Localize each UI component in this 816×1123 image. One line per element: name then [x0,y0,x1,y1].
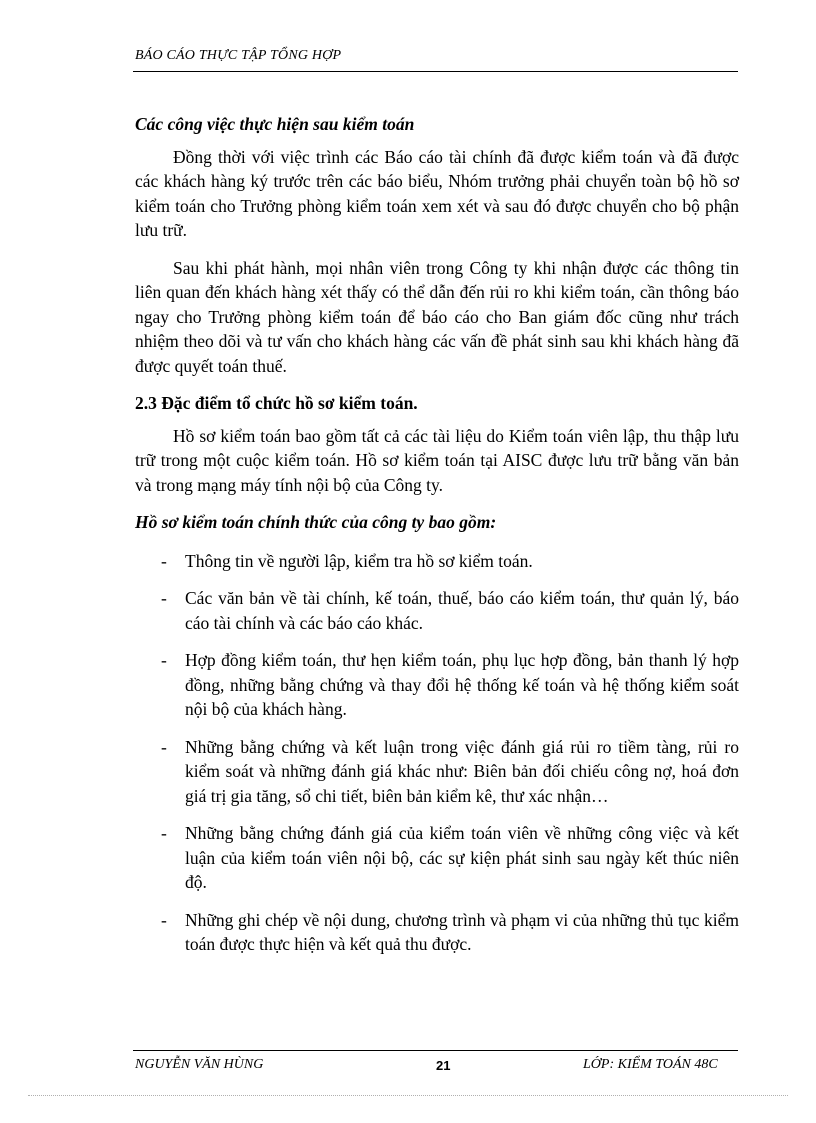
audit-files-list [135,549,739,957]
list-item [135,586,739,635]
page-number: 21 [436,1058,451,1073]
list-item [135,908,739,957]
list-item [135,821,739,895]
page-content [135,112,739,970]
paragraph-after-audit-1: Đồng thời với việc trình các Báo cáo tài chính đã được kiểm toán và đã được các khách hàng ký trước trên các báo biểu, Nhóm trưởng phải chuyển toàn bộ hồ sơ kiểm toán cho Trưởng phòng kiểm toán xem xét và sau đó được chuyển cho bộ phận lưu trữ. [135,146,739,240]
footer-divider [133,1050,738,1051]
footer-author: NGUYỄN VĂN HÙNG [135,1057,264,1072]
list-title-audit-files: Hồ sơ kiểm toán chính thức của công ty bao gồm: [135,512,497,532]
list-item [135,648,739,722]
bullet-dash: - [161,823,167,843]
bullet-dash: - [161,909,167,930]
running-header: BÁO CÁO THỰC TẬP TỔNG HỢP [135,48,342,63]
list-item-text: Những ghi chép về nội dung, chương trình và phạm vi của những thủ tục kiểm toán được thực hiện và kết quả thu được. [185,909,739,954]
list-item-text: Các văn bản về tài chính, kế toán, thuế, báo cáo kiểm toán, thư quản lý, báo cáo tài chính và các báo cáo khác. [185,588,739,633]
paragraph-after-audit-2: Sau khi phát hành, mọi nhân viên trong Công ty khi nhận được các thông tin liên quan đến khách hàng xét thấy có thể dẫn đến rủi ro khi kiểm toán, cần thông báo ngay cho Trưởng phòng kiểm toán để báo cáo cho Ban giám đốc cũng như trách nhiệm theo dõi và tư vấn cho khách hàng các vấn đề phát sinh sau khi khách hàng đã được quyết toán thuế. [135,257,739,376]
page-edge-dotted-line [28,1095,788,1096]
bullet-dash: - [161,550,167,571]
section-title-after-audit: Các công việc thực hiện sau kiểm toán [135,114,415,134]
list-item-text: Những bằng chứng và kết luận trong việc đánh giá rủi ro tiềm tàng, rủi ro kiểm soát và những đánh giá khác như: Biên bản đối chiếu công nợ, hoá đơn giá trị gia tăng, sổ chi tiết, biên bản kiểm kê, thư xác nhận… [185,736,739,806]
bullet-dash: - [161,650,167,670]
section-heading-2-3: 2.3 Đặc điểm tổ chức hồ sơ kiểm toán. [135,393,418,413]
paragraph-2-3: Hồ sơ kiểm toán bao gồm tất cả các tài liệu do Kiểm toán viên lập, thu thập lưu trữ trong một cuộc kiểm toán. Hồ sơ kiểm toán tại AISC được lưu trữ bằng văn bản và trong mạng máy tính nội bộ của Công ty. [135,425,739,495]
bullet-dash: - [161,736,167,757]
list-item-text: Thông tin về người lập, kiểm tra hồ sơ kiểm toán. [185,550,533,571]
footer-class: LỚP: KIỂM TOÁN 48C [583,1057,718,1072]
list-item [135,549,739,574]
list-item-text: Những bằng chứng đánh giá của kiểm toán viên về những công việc và kết luận của kiểm toán viên nội bộ, các sự kiện phát sinh sau ngày kết thúc niên độ. [185,823,739,892]
list-item-text: Hợp đồng kiểm toán, thư hẹn kiểm toán, phụ lục hợp đồng, bản thanh lý hợp đồng, những bằng chứng và thay đổi hệ thống kế toán và hệ thống kiểm soát nội bộ của khách hàng. [185,650,739,719]
header-divider [133,71,738,72]
list-item [135,735,739,809]
bullet-dash: - [161,588,167,608]
